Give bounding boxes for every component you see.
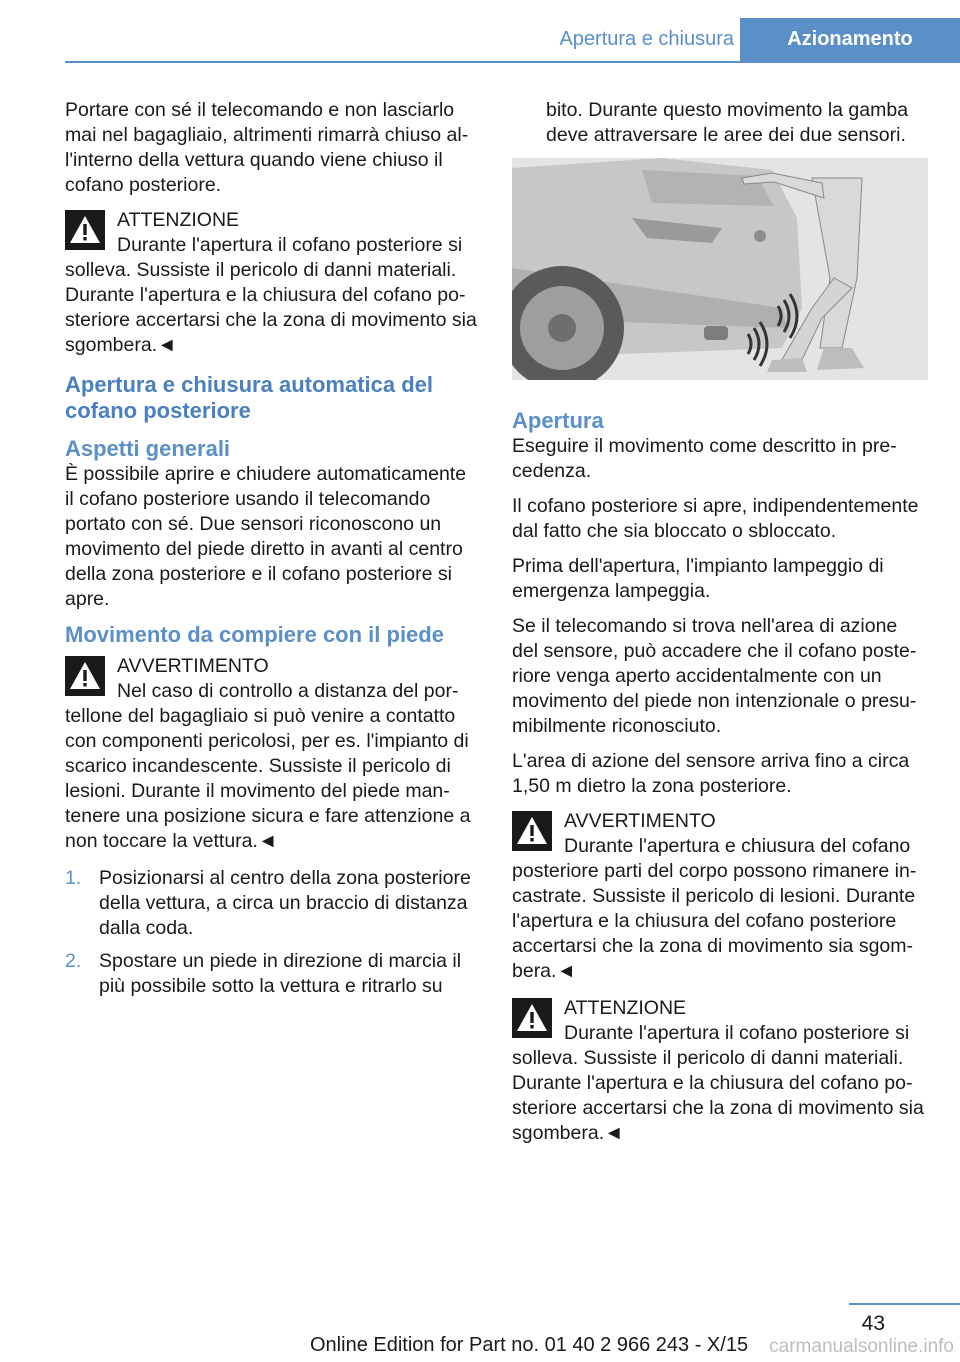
open-paragraph-2: Il cofano posteriore si apre, indipendentemente dal fatto che sia bloccato o sbloccato. [512,495,919,542]
open-paragraph-1: Eseguire il movimento come descritto in precedenza. [512,435,897,482]
open-paragraph-4: Se il telecomando si trova nell'area di azione del sensore, può accadere che il cofano posteriore venga aperto accidentalmente con un movimento del piede non intenzionale o presumibilmente riconosciuto. [512,615,917,737]
section-heading: Apertura e chiusura automatica del cofano posteriore [65,372,433,423]
page-number: 43 [861,1312,885,1335]
warning-triangle-icon [65,656,105,696]
step-number: 2. [65,950,82,972]
caution-text: Durante l'apertura il cofano posteriore si solleva. Sussiste il pericolo di danni materiali. Durante l'apertura e la chiusura del cofano posteriore accertarsi che la zona di movimento sia sgombera.◄ [65,234,477,356]
steps-list [65,866,479,999]
step-text: Posizionarsi al centro della zona posteriore della vettura, a circa un braccio di distanza dalla coda. [99,867,471,939]
illustration-drawing [512,158,928,380]
step-number: 1. [65,867,82,889]
intro-paragraph: Portare con sé il telecomando e non lasciarlo mai nel bagagliaio, altrimenti rimarrà chiuso all'interno della vettura quando viene chiuso il cofano posteriore. [65,99,469,196]
left-column [65,98,479,1007]
watermark: carmanualsonline.info [769,1336,954,1357]
open-paragraph-5: L'area di azione del sensore arriva fino a circa 1,50 m dietro la zona posteriore. [512,750,910,797]
warning-title: AVVERTIMENTO [117,655,269,677]
subsection-heading-foot: Movimento da compiere con il piede [65,622,444,647]
illustration-foot-sensor [512,158,928,380]
right-column [512,98,926,1158]
warning-text: Durante l'apertura e chiusura del cofano posteriore parti del corpo possono rimanere incastrate. Sussiste il pericolo di lesioni. Durante l'apertura e la chiusura del cofano posteriore accertarsi che la zona di movimento sia sgombera.◄ [512,835,917,982]
subsection-heading-general: Aspetti generali [65,436,231,461]
header-section-title: Apertura e chiusura [559,28,734,50]
edition-line: Online Edition for Part no. 01 40 2 966 243 - X/15 [310,1334,749,1356]
warning-title: AVVERTIMENTO [564,810,716,832]
caution-text: Durante l'apertura il cofano posteriore si solleva. Sussiste il pericolo di danni materiali. Durante l'apertura e la chiusura del cofano posteriore accertarsi che la zona di movimento sia sgombera.◄ [512,1022,924,1144]
header-rule [65,61,960,63]
warning-text: Nel caso di controllo a distanza del portellone del bagagliaio si può venire a contatto con componenti pericolosi, per es. l'impianto di scarico incandescente. Sussiste il pericolo di lesioni. Durante il movimento del piede mantenere una posizione sicura e fare attenzione a non toccare la vettura.◄ [65,680,471,852]
caution-title: ATTENZIONE [117,209,240,231]
warning-notice-open [512,809,926,984]
caution-notice-open [512,996,926,1146]
caution-title: ATTENZIONE [564,997,687,1019]
caution-notice [65,208,479,358]
general-paragraph: È possibile aprire e chiudere automaticamente il cofano posteriore usando il telecomando portato con sé. Due sensori riconoscono un movimento del piede diretto in avanti al centro della zona posteriore e il cofano posteriore si apre. [65,463,467,610]
footer-rule [849,1303,960,1305]
list-item [65,949,479,999]
list-item [65,866,479,941]
warning-triangle-icon [512,811,552,851]
subsection-heading-open: Apertura [512,408,604,433]
warning-triangle-icon [512,998,552,1038]
step-text: Spostare un piede in direzione di marcia il più possibile sotto la vettura e ritrarlo su [99,950,462,997]
step-continuation: bito. Durante questo movimento la gamba deve attraversare le aree dei due sensori. [546,99,909,146]
open-paragraph-3: Prima dell'apertura, l'impianto lampeggio di emergenza lampeggia. [512,555,884,602]
warning-triangle-icon [65,210,105,250]
header-chapter-tab: Azionamento [740,18,960,61]
warning-notice-foot [65,654,479,854]
